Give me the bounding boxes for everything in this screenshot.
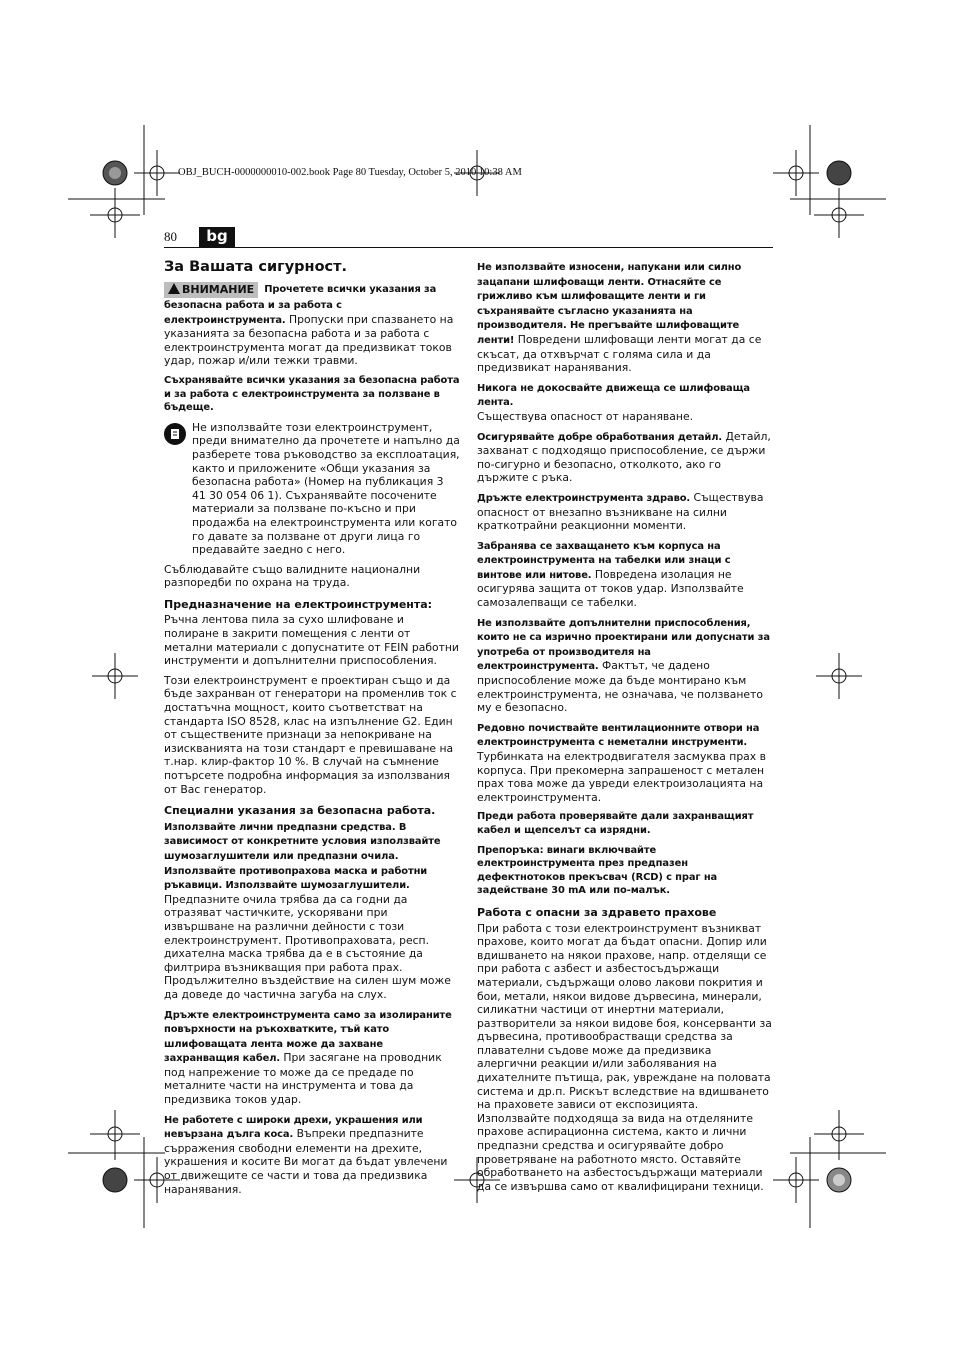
ppe-bold: Използвайте лични предпазни средства. В зависимост от конкретните условия използвайте шумозаглушители или предпазни очила. Използвайте противопрахова маска и работни ръкавици. Използвайте шумозаглушители. xyxy=(164,821,441,892)
warning-badge-label: ВНИМАНИЕ xyxy=(182,283,255,296)
rcd-recommendation: Препоръка: винаги включвайте електроинструмента през предпазен дефектнотоков прекъсвач (RCD) с праг на задействане 30 mA или по-малък. xyxy=(477,844,718,897)
hold-text: Съществува опасност от внезапно възникване на силни краткотрайни реакционни моменти. xyxy=(477,490,764,533)
warning-bold: Прочетете всички указания за безопасна работа и за работа с електроинструмента. xyxy=(164,284,437,326)
manual-notice xyxy=(164,421,460,563)
keep-instructions: Съхранявайте всички указания за безопасна работа и за работа с електроинструмента за ползване в бъдеще. xyxy=(164,374,460,414)
cable-check: Преди работа проверявайте дали захранващият кабел и щепселът са изрядни. xyxy=(477,811,754,836)
intended-use-p2: Този електроинструмент е проектиран също и да бъде захранван от генератори на променлив ток с достатъчна мощност, които съответстват на стандарта ISO 8528, клас на изпълнение G2. Един от съществените признаци за непокриване на изискванията на този стандарт е превишаване на т.нар. клир-фактор 10 %. В случай на съмнение потърсете подробна информация за използвания от Вас генератор. xyxy=(164,673,457,796)
national-text: Съблюдавайте също валидните национални разпоредби по охрана на труда. xyxy=(164,562,421,590)
accessories-bold: Не използвайте допълнителни приспособления, които не са изрично проектирани или допуснати за употреба от производителя на електроинструмента. xyxy=(477,617,770,673)
hold-paragraph xyxy=(477,491,773,533)
manual-text: Не използвайте този електроинструмент, преди внимателно да прочетете и напълно да разберете това ръководство за експлоатация, както и приложените «Общи указания за безопасна работа» (Номер на публикация 3 41 30 054 06 1). Съхранявайте посочените материали за ползване по-късно и при продажба на електроинструмента или когато го давате за ползване от други лица го предавайте заедно с него. xyxy=(192,420,460,557)
touch-text: Съществува опасност от нараняване. xyxy=(477,409,694,423)
secure-bold: Осигурявайте добре обработвания детайл. xyxy=(477,431,723,443)
dust-text: При работа с този електроинструмент възникват прахове, които могат да бъдат опасни. Допир или вдишването на някои прахове, напр. отделящи се при работа с азбест и азбестосъдържащи материали, съдържащи олово лакови покрития и бои, метали, някои видове дървесина, минерали, силикатни частици от инертни материали, разтворители за някои видове боя, консерванти за дървесина, противообрастващи средства за плавателни съдове може да предизвика алергични реакции и/или заболявания на дихателните пътища, рак, увреждане на половата система и др.п. Рискът вследствие на вдишването на праховете зависи от експозицията. Използвайте подходяща за вида на отделяните прахове аспирационна система, както и лични предпазни средства и осигурявайте добро проветряване на работното място. Оставяйте обработването на азбестосъдържащи материали да се извършва само от квалифицирани техници. xyxy=(477,921,772,1193)
secure-paragraph xyxy=(477,430,773,485)
secure-text: Детайл, захванат с подходящо приспособление, се държи по-сигурно и безопасно, отколкото, ако го държите с ръка. xyxy=(477,429,771,485)
warning-triangle-icon xyxy=(168,283,180,294)
intended-use-p1: Ръчна лентова пила за сухо шлифоване и полиране в закрити помещения с ленти от метални материали с допуснатите от FEIN работни инструменти и допълнителни приспособления. xyxy=(164,613,459,668)
fixing-bold: Забранява се захващането към корпуса на електроинструмента на табелки или знаци с винтове или нитове. xyxy=(477,540,731,581)
language-badge: bg xyxy=(199,227,235,247)
left-column xyxy=(164,258,460,1202)
vent-paragraph xyxy=(477,721,773,805)
warning-text: Пропуски при спазването на указанията за безопасна работа и за работа с електроинструмента могат да предизвикат токов удар, пожар и/или тежки травми. xyxy=(164,312,454,368)
accessories-text: Фактът, че дадено приспособление може да бъде монтирано към електроинструмента, не означава, че ползването му е безопасно. xyxy=(477,659,763,715)
grip-paragraph xyxy=(164,1008,460,1107)
grip-text: При засягане на проводник под напрежение то може да се предаде по металните части на инструмента и това да предизвика токов удар. xyxy=(164,1051,442,1107)
page-number: 80 xyxy=(164,229,177,244)
accessories-paragraph xyxy=(477,616,773,715)
warning-badge xyxy=(164,282,258,298)
touch-paragraph xyxy=(477,381,773,424)
hold-bold: Дръжте електроинструмента здраво. xyxy=(477,492,691,504)
worn-bold: Не използвайте износени, напукани или силно зацапани шлифоващи ленти. Отнасяйте се грижливо към шлифоващите ленти и ги съхранявайте съгласно указанията на производителя. Не прегъвайте шлифоващите ленти! xyxy=(477,262,742,346)
fixing-paragraph xyxy=(477,539,773,610)
special-safety-heading: Специални указания за безопасна работа. xyxy=(164,804,436,818)
section-title: За Вашата сигурност. xyxy=(164,259,348,275)
print-header: OBJ_BUCH-0000000010-002.book Page 80 Tuesday, October 5, 2010 10:38 AM xyxy=(178,167,522,178)
warning-paragraph xyxy=(164,282,460,368)
clothing-bold: Не работете с широки дрехи, украшения или невързана дълга коса. xyxy=(164,1114,423,1141)
header-rule xyxy=(164,247,773,248)
read-manual-icon xyxy=(164,423,186,445)
ppe-paragraph xyxy=(164,820,460,1002)
dust-heading: Работа с опасни за здравето прахове xyxy=(477,905,717,919)
grip-bold: Дръжте електроинструмента само за изолираните повърхности на ръкохватките, тъй като шлифоващата лента може да захване захранващия кабел. xyxy=(164,1009,452,1065)
clothing-text: Въпреки предпазните сърражения свободни елементи на дрехите, украшения и косите Ви могат да бъдат увлечени от движещите се части и това да предизвика наранявания. xyxy=(164,1127,448,1196)
ppe-text: Предпазните очила трябва да са годни да отразяват частичките, ускорявани при извършване на различни дейности с този електроинструмент. Противопраховата, респ. дихателна маска трябва да е в състояние да филтрира възникващия при работа прах. Продължително въздействие на силен шум може да доведе до частична загуба на слух. xyxy=(164,892,451,1001)
touch-bold: Никога не докосвайте движеща се шлифоваща лента. xyxy=(477,382,750,409)
intended-use-heading: Предназначение на електроинструмента: xyxy=(164,597,433,611)
worn-belts-paragraph xyxy=(477,260,773,375)
fixing-text: Повредена изолация не осигурява защита от токов удар. Използвайте самозалепващи се табелки. xyxy=(477,567,744,610)
worn-text: Повредени шлифоващи ленти могат да се скъсат, да отхвърчат с голяма сила и да предизвикат наранявания. xyxy=(477,332,762,375)
clothing-paragraph xyxy=(164,1113,460,1197)
vent-bold: Редовно почиствайте вентилационните отвори на електроинструмента с неметални инструменти. xyxy=(477,722,760,749)
right-column xyxy=(477,260,773,1199)
vent-text: Турбинката на електродвигателя засмуква прах в корпуса. При прекомерна запрашеност с метален прах това може да увреди електроизолацията на електроинструмента. xyxy=(477,750,766,804)
